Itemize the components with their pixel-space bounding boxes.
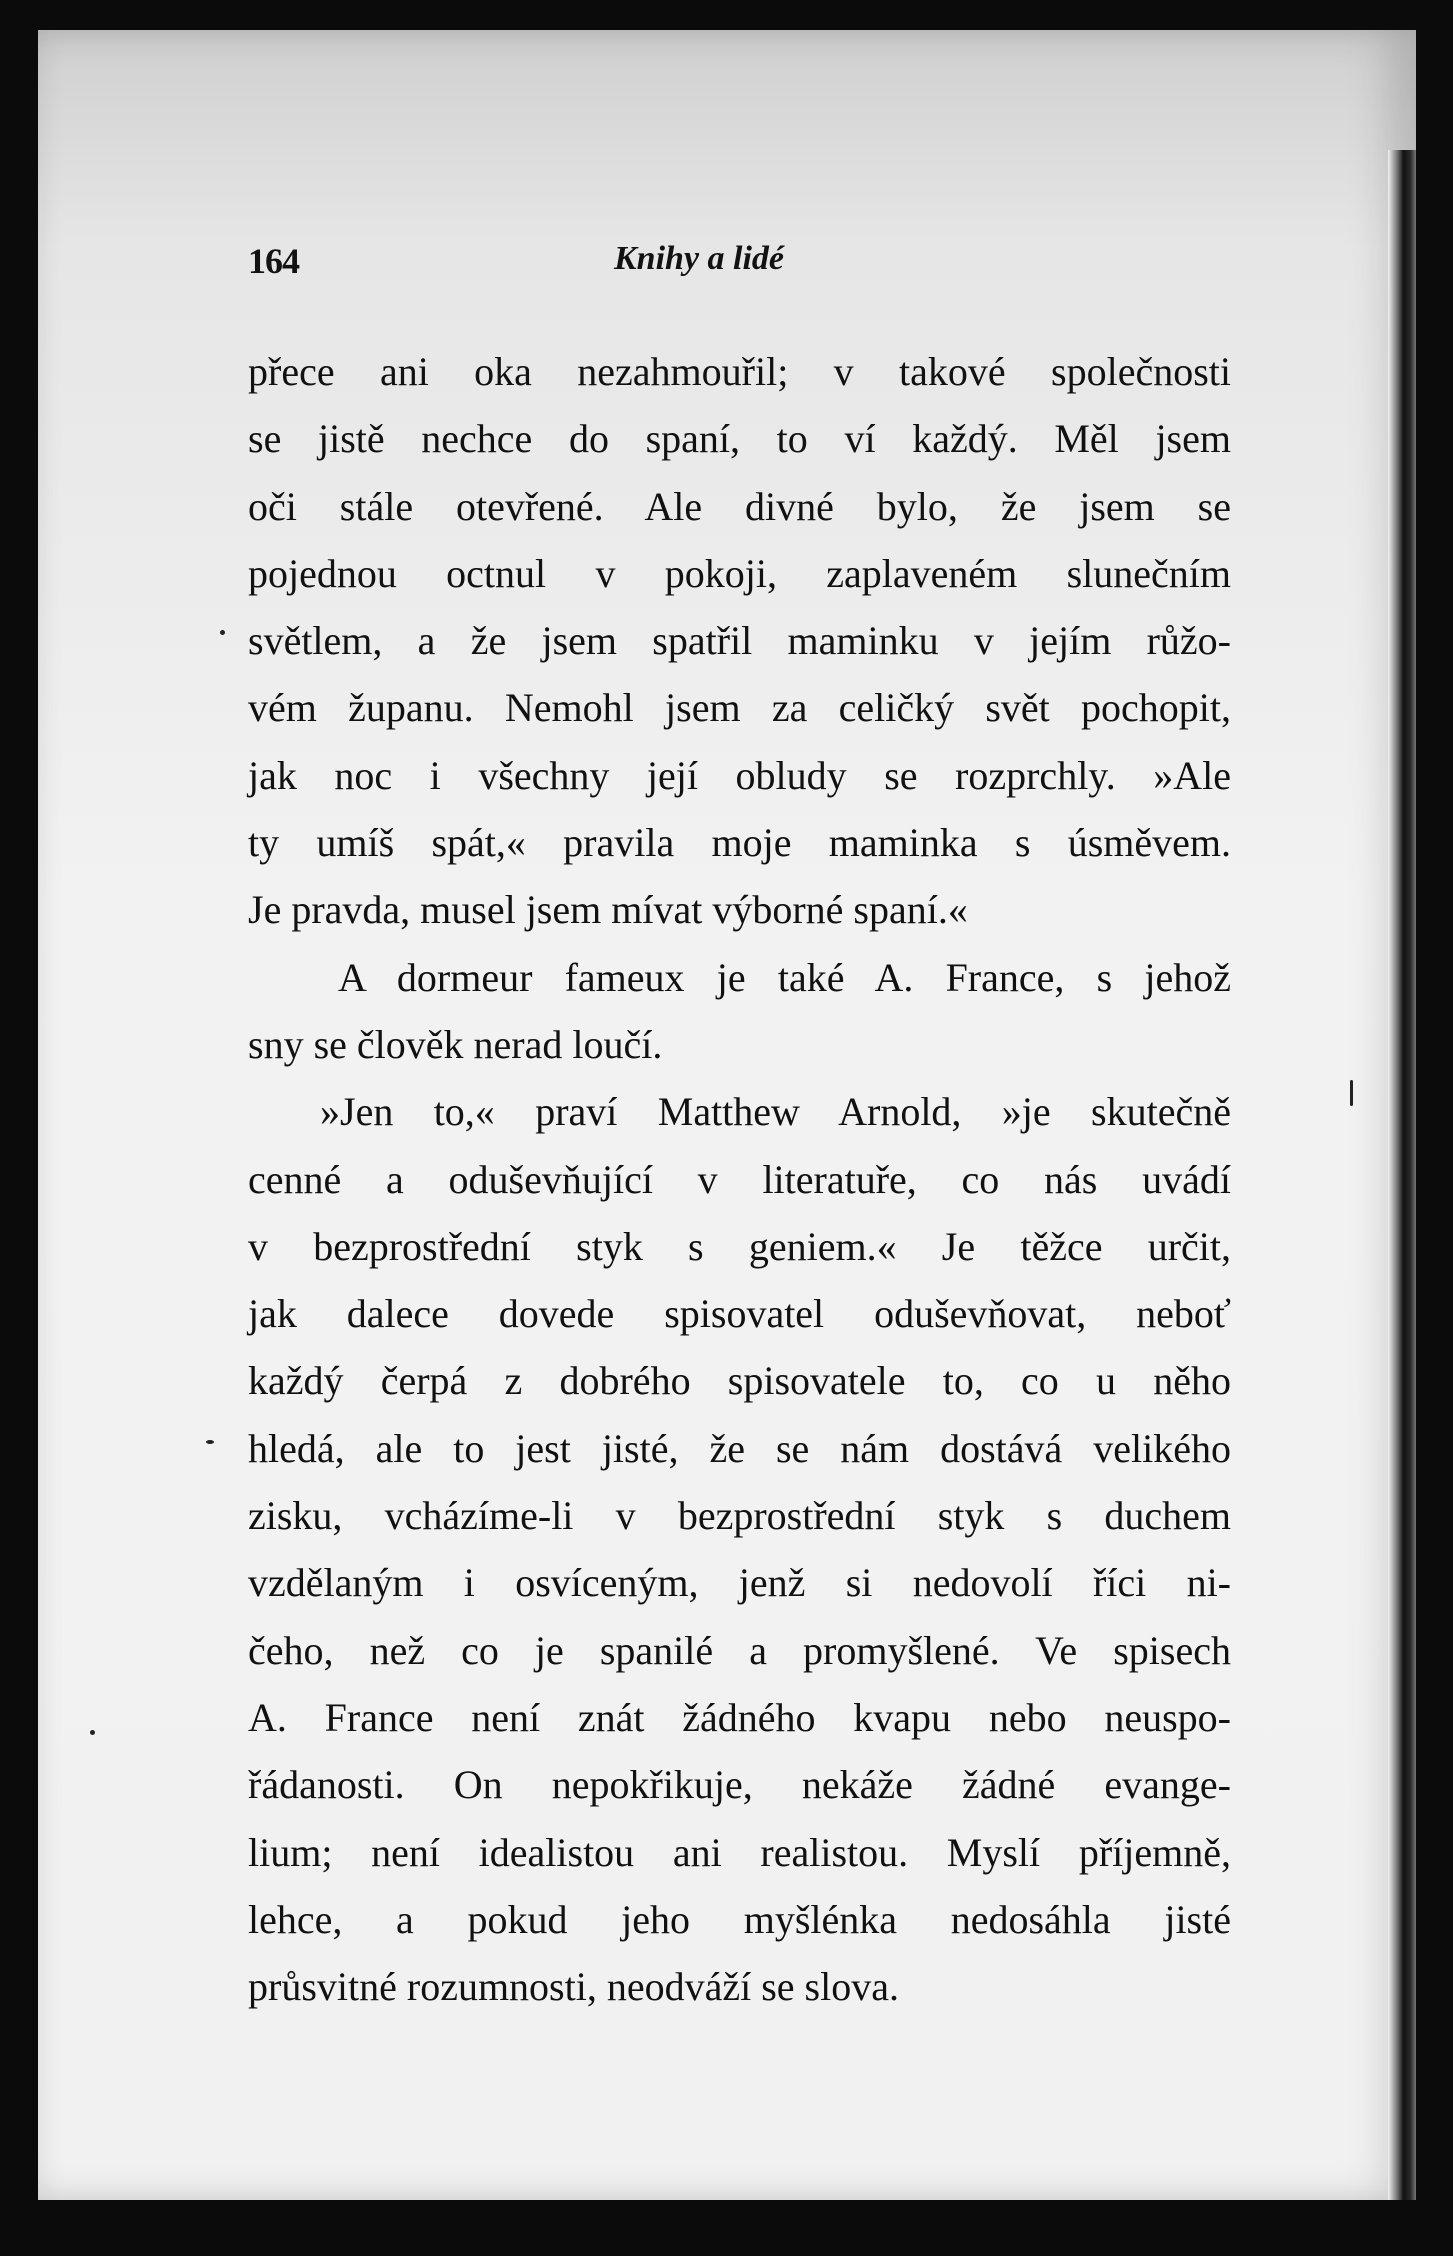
scan-speck — [90, 1730, 95, 1735]
page-header — [248, 240, 1248, 300]
text-line: »Jen to,« praví Matthew Arnold, »je skutečně — [320, 1089, 1231, 1135]
text-line: jak dalece dovede spisovatel oduševňovat, neboť — [248, 1291, 1231, 1337]
scan-speck — [1350, 1080, 1353, 1106]
text-line: čeho, než co je spanilé a promyšlené. Ve spisech — [248, 1627, 1231, 1673]
text-line: se jistě nechce do spaní, to ví každý. Měl jsem — [248, 416, 1231, 462]
text-line: jak noc i všechny její obludy se rozprchly. »Ale — [248, 752, 1231, 798]
scan-speck — [220, 630, 225, 635]
text-line: v bezprostřední styk s geniem.« Je těžce určit, — [248, 1223, 1231, 1269]
page-number: 164 — [248, 241, 299, 281]
text-line: cenné a oduševňující v literatuře, co nás uvádí — [248, 1156, 1231, 1202]
text-line: řádanosti. On nepokřikuje, nekáže žádné evange- — [248, 1762, 1231, 1808]
text-line: lehce, a pokud jeho myšlénka nedosáhla jisté — [248, 1896, 1231, 1942]
text-line: každý čerpá z dobrého spisovatele to, co u něho — [248, 1358, 1231, 1404]
text-line: ty umíš spát,« pravila moje maminka s úsměvem. — [248, 820, 1231, 866]
body-text — [248, 338, 1231, 2020]
text-line: přece ani oka nezahmouřil; v takové společnosti — [248, 349, 1231, 394]
text-line: oči stále otevřené. Ale divné bylo, že jsem se — [248, 483, 1231, 529]
text-line: A dormeur fameux je také A. France, s jehož — [338, 954, 1231, 1000]
text-line: průsvitné rozumnosti, neodváží se slova. — [248, 1964, 899, 2010]
text-line: A. France není znát žádného kvapu nebo neuspo- — [248, 1694, 1231, 1740]
scan-speck — [206, 1440, 214, 1444]
text-line: vzdělaným i osvíceným, jenž si nedovolí říci ni- — [248, 1560, 1231, 1606]
text-line: vém županu. Nemohl jsem za celičký svět pochopit, — [248, 685, 1231, 731]
text-line: hledá, ale to jest jisté, že se nám dostává velikého — [248, 1425, 1231, 1471]
text-line: Je pravda, musel jsem mívat výborné spaní.« — [248, 887, 968, 933]
text-line: sny se člověk nerad loučí. — [248, 1021, 663, 1067]
text-line: lium; není idealistou ani realistou. Myslí příjemně, — [248, 1829, 1231, 1875]
text-line: pojednou octnul v pokoji, zaplaveném slunečním — [248, 550, 1231, 596]
text-line: zisku, vcházíme-li v bezprostřední styk s duchem — [248, 1493, 1231, 1539]
text-line: světlem, a že jsem spatřil maminku v jejím růžo- — [248, 618, 1231, 664]
book-spine-shadow — [1388, 150, 1416, 2200]
running-title: Knihy a lidé — [614, 240, 785, 277]
